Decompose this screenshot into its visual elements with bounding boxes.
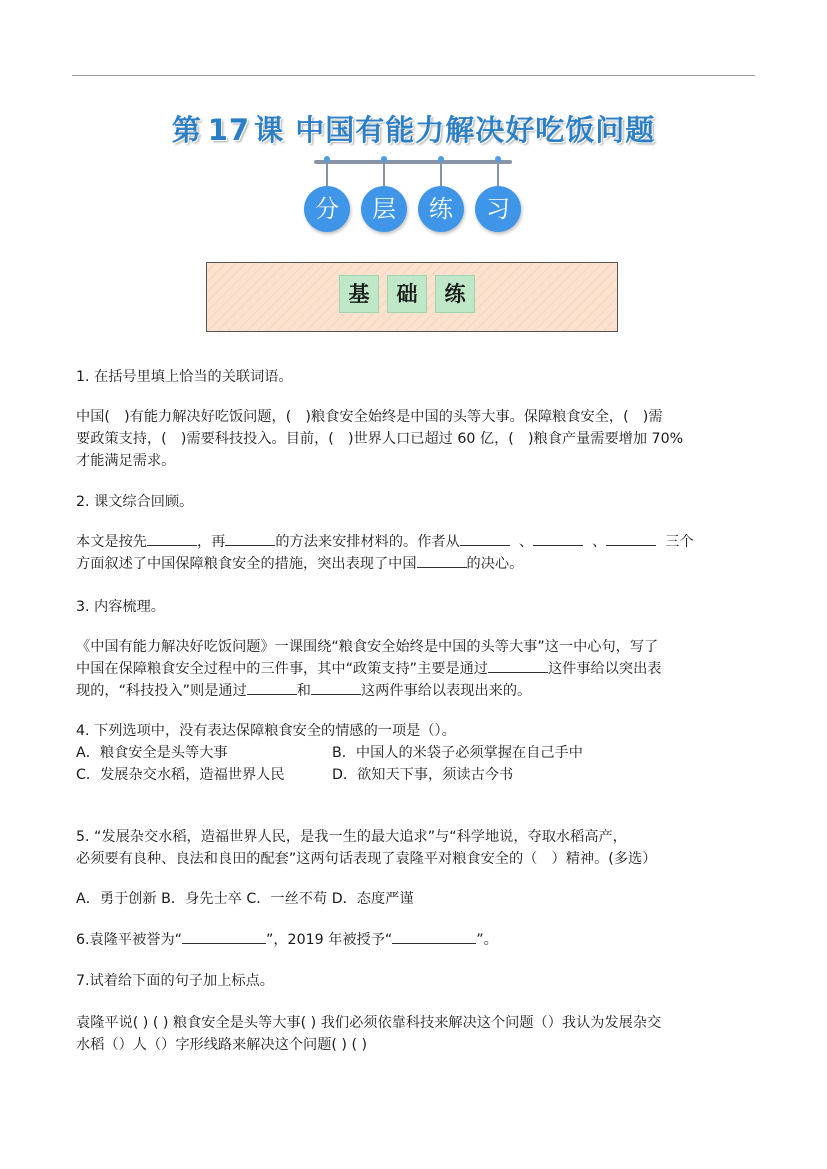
q2-text: 、 (518, 534, 534, 550)
q4-option-a[interactable]: A．粮食安全是头等大事 (76, 745, 228, 761)
badge-dot (438, 156, 444, 162)
q3-blank-1[interactable] (488, 658, 548, 673)
q6-text: ”。 (476, 932, 498, 948)
q2-text: 的决心。 (466, 556, 524, 572)
badge-bar (314, 160, 512, 164)
banner-char-1: 基 (339, 275, 379, 313)
q1-line-2: 要政策支持，( )需要科技投入。目前，( )世界人口已超过 60 亿，( )粮食产量需要增加 70% (76, 431, 684, 447)
badge-char-2: 层 (361, 186, 407, 232)
badge-stem (440, 162, 442, 186)
top-rule (72, 75, 755, 76)
q4-option-c[interactable]: C．发展杂交水稻，造福世界人民 (76, 767, 285, 783)
q5-line-1: 5. “发展杂交水稻，造福世界人民，是我一生的最大追求”与“科学地说，夺取水稻高产， (76, 829, 627, 845)
q5-options[interactable]: A．勇于创新 B．身先士卒 C．一丝不苟 D．态度严谨 (76, 891, 414, 907)
badge-char-3: 练 (418, 186, 464, 232)
q4-option-b[interactable]: B．中国人的米袋子必须掌握在自己手中 (332, 745, 583, 761)
q6-blank-1[interactable] (182, 929, 266, 944)
q2-text: 的方法来安排材料的。作者从 (275, 534, 460, 550)
q2-text: 方面叙述了中国保障粮食安全的措施，突出表现了中国 (76, 556, 417, 572)
badge-char-4: 习 (475, 186, 521, 232)
q2-blank-4[interactable] (533, 531, 583, 546)
lesson-title (0, 108, 827, 149)
q7-body (76, 1012, 756, 1056)
q3-text: 这两件事给以表现出来的。 (360, 683, 532, 699)
badge-dot (381, 156, 387, 162)
q6-line (76, 929, 756, 951)
q4-option-d[interactable]: D．欲知天下事，须读古今书 (332, 767, 514, 783)
q2-blank-2[interactable] (225, 531, 275, 546)
badge-dot (324, 156, 330, 162)
q4-block (76, 720, 756, 786)
q3-blank-2[interactable] (247, 680, 297, 695)
q1-body (76, 406, 756, 472)
q5-block (76, 826, 756, 870)
q3-line-2 (76, 658, 756, 680)
q2-line-1 (76, 531, 756, 553)
q6-blank-2[interactable] (392, 929, 476, 944)
q2-text: 本文是按先 (76, 534, 147, 550)
banner-char-2: 础 (387, 275, 427, 313)
q7-prompt: 7.试着给下面的句子加上标点。 (76, 973, 274, 989)
q1-line-1: 中国( )有能力解决好吃饭问题，( )粮食安全始终是中国的头等大事。保障粮食安全，( )需 (76, 409, 663, 425)
badge-stem (497, 162, 499, 186)
q2-blank-1[interactable] (147, 531, 197, 546)
badge-stem (326, 162, 328, 186)
q3-line-1: 《中国有能力解决好吃饭问题》一课围绕“粮食安全始终是中国的头等大事”这一中心句，写了 (76, 639, 659, 655)
q3-body (76, 636, 756, 702)
title-lesson: 课 (254, 113, 285, 147)
q2-prompt: 2. 课文综合回顾。 (76, 494, 194, 510)
banner-char-3: 练 (435, 275, 475, 313)
q3-text: 现的，“科技投入”则是通过 (76, 683, 247, 699)
lesson-number: 17 (207, 113, 251, 147)
q2-text: 三个 (665, 534, 694, 550)
q2-text: 、 (592, 534, 607, 550)
q1-line-3: 才能满足需求。 (76, 453, 176, 469)
q2-line-2 (76, 553, 756, 575)
q1-prompt: 1. 在括号里填上恰当的关联词语。 (76, 369, 293, 385)
q6-text: 6.袁隆平被誉为“ (76, 932, 183, 948)
q6-text: ”，2019 年被授予“ (266, 932, 393, 948)
q3-line-3 (76, 680, 756, 702)
q4-row-2 (76, 764, 756, 786)
q2-blank-5[interactable] (606, 531, 656, 546)
q2-body (76, 531, 756, 575)
layered-practice-badge (300, 150, 530, 240)
title-prefix: 第 (171, 113, 202, 147)
q3-text: 中国在保障粮食安全过程中的三件事，其中“政策支持”主要是通过 (76, 661, 488, 677)
q7-line-1: 袁隆平说( ) ( ) 粮食安全是头等大事( ) 我们必须依靠科技来解决这个问题（）我认为发展杂交 (76, 1015, 662, 1031)
banner-chars (339, 275, 475, 315)
q3-text: 这件事给以突出表 (547, 661, 662, 677)
q4-prompt: 4. 下列选项中，没有表达保障粮食安全的情感的一项是（）。 (76, 723, 456, 739)
q3-prompt: 3. 内容梳理。 (76, 599, 165, 615)
q2-blank-6[interactable] (417, 553, 467, 568)
q3-blank-3[interactable] (311, 680, 361, 695)
title-name: 中国有能力解决好吃饭问题 (295, 113, 656, 147)
basic-practice-banner (206, 262, 618, 332)
q2-text: ，再 (196, 534, 226, 550)
q2-blank-3[interactable] (460, 531, 510, 546)
q3-text: 和 (296, 683, 311, 699)
badge-dot (495, 156, 501, 162)
q4-row-1 (76, 742, 756, 764)
badge-stem (383, 162, 385, 186)
q7-line-2: 水稻（）人（）字形线路来解决这个问题( ) ( ) (76, 1037, 368, 1053)
badge-char-1: 分 (304, 186, 350, 232)
q5-line-2: 必须要有良种、良法和良田的配套”这两句话表现了袁隆平对粮食安全的（ ）精神。(多选） (76, 851, 657, 867)
